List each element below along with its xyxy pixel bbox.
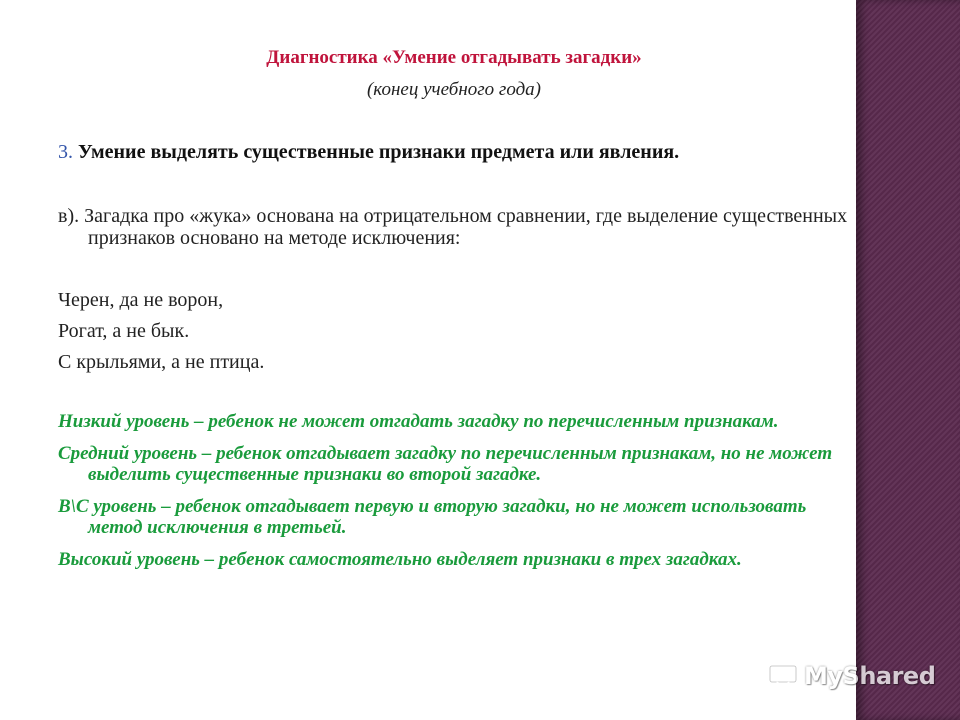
level-item-high: Высокий уровень – ребенок самостоятельно выделяет признаки в трех загадках. — [58, 549, 742, 570]
level-item-low: Низкий уровень – ребенок не может отгадать загадку по перечисленным признакам. — [58, 411, 779, 432]
poem-line: Черен, да не ворон, — [58, 289, 224, 311]
intro-paragraph: в). Загадка про «жука» основана на отрицательном сравнении, где выделение существенных признаков основано на методе исключения: — [58, 205, 848, 249]
poem-line: С крыльями, а не птица. — [58, 351, 265, 373]
myshared-logo-icon — [768, 663, 798, 689]
section-number: 3. — [58, 141, 73, 163]
level-list — [58, 411, 858, 581]
riddle-poem — [58, 289, 264, 382]
slide-title: Диагностика «Умение отгадывать загадки» — [266, 47, 642, 68]
section-heading-text: Умение выделять существенные признаки предмета или явления. — [78, 141, 680, 163]
slide-subtitle: (конец учебного года) — [366, 79, 542, 100]
section-heading — [58, 141, 679, 164]
decorative-sidebar — [856, 0, 960, 720]
poem-line: Рогат, а не бык. — [58, 320, 190, 342]
level-item-above-medium: В\С уровень – ребенок отгадывает первую и вторую загадки, но не может использовать метод исключения в третьей. — [58, 496, 807, 538]
watermark-text: MyShared — [804, 662, 936, 690]
level-item-medium: Средний уровень – ребенок отгадывает загадку по перечисленным признакам, но не может выделить существенные признаки во второй загадке. — [58, 443, 833, 485]
watermark — [768, 659, 938, 693]
